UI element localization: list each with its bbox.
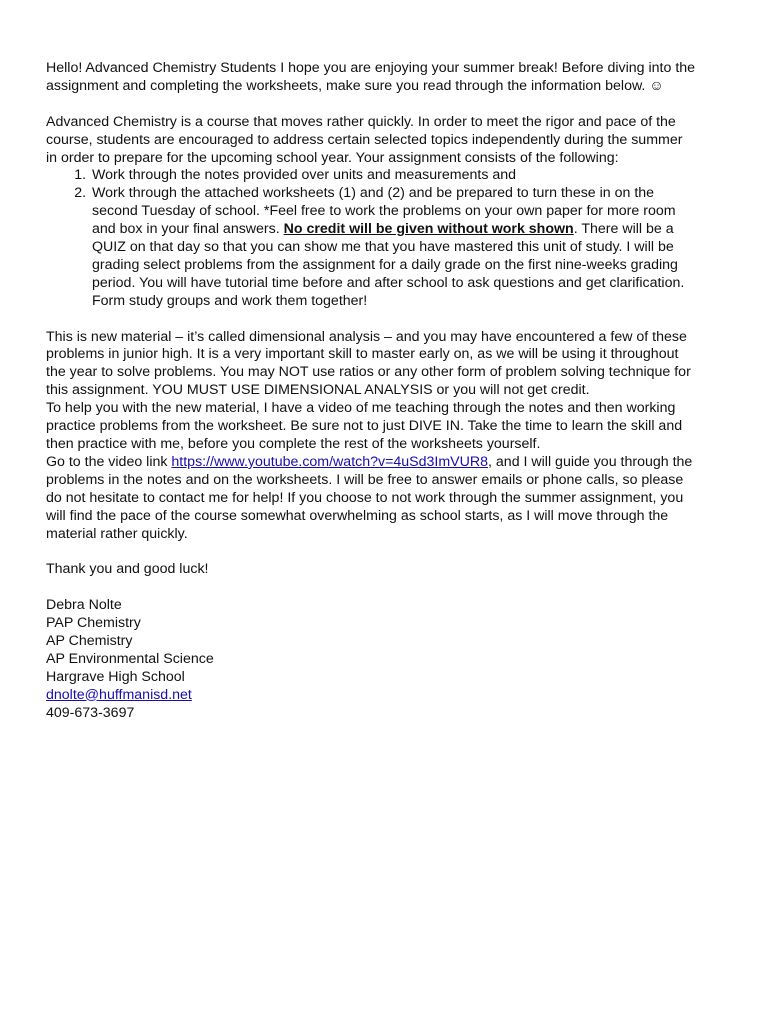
video-link-paragraph — [46, 454, 696, 544]
closing-line: Thank you and good luck! — [46, 561, 209, 578]
signature-phone: 409-673-3697 — [46, 704, 135, 721]
document-page — [46, 60, 696, 722]
intro-paragraph: Advanced Chemistry is a course that moves rather quickly. In order to meet the rigor and pace of the course, students are encouraged to address certain selected topics independently during the summer in order to prepare for the upcoming school year. Your assignment consists of the following: — [46, 113, 683, 166]
paragraph-gap — [46, 579, 696, 597]
signature-email-line — [46, 687, 696, 705]
greeting-paragraph: Hello! Advanced Chemistry Students I hope you are enjoying your summer break! Before diving into the assignment and completing the worksheets, make sure you read through the information below. ☺ — [46, 60, 696, 94]
no-credit-emphasis: No credit will be given without work shown — [283, 221, 574, 238]
video-link-followup: , and I will guide you through the problems in the notes and on the worksheets. I will be free to answer emails or phone calls, so please do not hesitate to contact me for help! If you choose to not work through the summer assignment, you will find the pace of the course somewhat overwhelming as school starts, as I will move through the material rather quickly. — [46, 453, 693, 542]
signature-course-pap-chemistry: PAP Chemistry — [46, 615, 141, 632]
paragraph-gap — [46, 96, 696, 114]
assignment-item-2-rest: . There will be a QUIZ on that day so that you can show me that you have mastered this unit of study. I will be grading select problems from the assignment for a daily grade on the first nine-weeks grading period. You will have tutorial time before and after school to ask questions and get clarification. Form study groups and work them together! — [92, 221, 685, 309]
email-link[interactable]: dnolte@huffmanisd.net — [46, 686, 192, 703]
signature-course-ap-environmental: AP Environmental Science — [46, 650, 214, 667]
assignment-item-2-text: Work through the attached worksheets (1) and (2) and be prepared to turn these in on the second Tuesday of school. *Feel free to work the problems on your own paper for more room and box in your final answers. — [92, 185, 676, 238]
signature-block — [46, 597, 696, 722]
assignment-list — [46, 167, 696, 310]
signature-school: Hargrave High School — [46, 668, 185, 685]
paragraph-gap — [46, 311, 696, 329]
signature-name: Debra Nolte — [46, 597, 122, 614]
video-link-intro: Go to the video link — [46, 453, 172, 470]
assignment-item-2 — [90, 185, 696, 310]
video-help-paragraph: To help you with the new material, I have a video of me teaching through the notes and then working practice problems from the worksheet. Be sure not to just DIVE IN. Take the time to learn the skill and then practice with me, before you complete the rest of the worksheets yourself. — [46, 400, 683, 452]
assignment-item-1 — [90, 167, 696, 185]
video-link[interactable]: https://www.youtube.com/watch?v=4uSd3ImVUR8 — [171, 453, 489, 470]
dimensional-analysis-paragraph: This is new material – it’s called dimensional analysis – and you may have encountered a few of these problems in junior high. It is a very important skill to master early on, as we will be using it throughout the year to solve problems. You may NOT use ratios or any other form of problem solving technique for this assignment. YOU MUST USE DIMENSIONAL ANALYSIS or you will not get credit. — [46, 328, 691, 399]
assignment-item-1-text: Work through the notes provided over units and measurements and — [92, 167, 517, 184]
signature-course-ap-chemistry: AP Chemistry — [46, 632, 133, 649]
paragraph-gap — [46, 543, 696, 561]
